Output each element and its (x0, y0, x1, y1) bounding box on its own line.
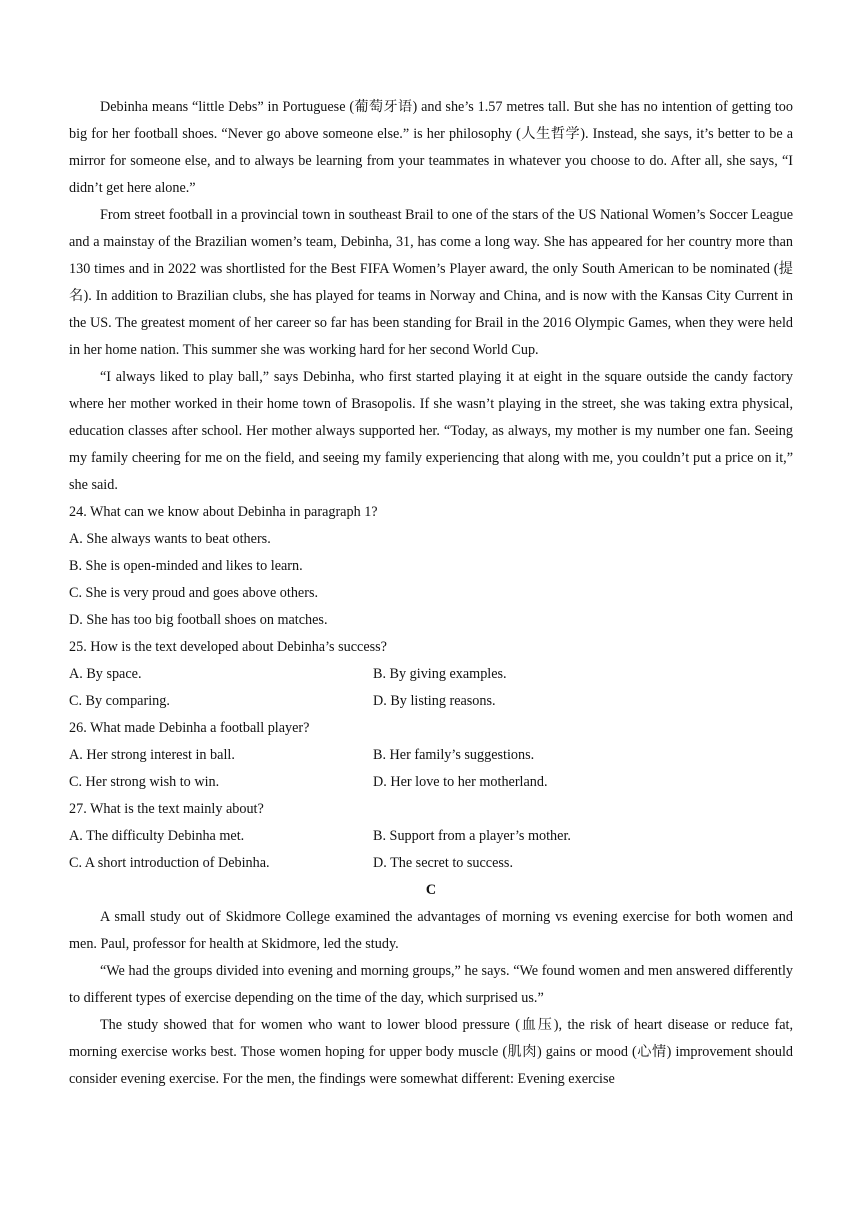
question-27-stem: 27. What is the text mainly about? (69, 801, 264, 817)
question-24 (69, 499, 793, 634)
passage-b-paragraph-3: “I always liked to play ball,” says Debinha, who first started playing it at eight in the square outside the candy factory where her mother worked in their home town of Brasopolis. If she wasn’t playing in the street, she was taking extra physical, education classes after school. Her mother always supported her. “Today, as always, my mother is my number one fan. Seeing my family cheering for me on the field, and seeing my family experiencing that along with me, you couldn’t put a price on it,” she said. (69, 369, 793, 493)
question-25 (69, 634, 793, 715)
question-26-option-a: A. Her strong interest in ball. (69, 747, 235, 763)
question-26-option-c: C. Her strong wish to win. (69, 774, 220, 790)
question-25-option-c: C. By comparing. (69, 693, 170, 709)
question-27-option-a: A. The difficulty Debinha met. (69, 828, 245, 844)
question-26-options-row-1 (69, 742, 793, 769)
question-27-options-row-2 (69, 850, 793, 877)
question-27-option-d: D. The secret to success. (373, 855, 513, 871)
question-24-option-c: C. She is very proud and goes above others. (69, 585, 319, 601)
passage-c-heading: C (425, 882, 437, 898)
question-27-options-row-1 (69, 823, 793, 850)
question-26-options-row-2 (69, 769, 793, 796)
question-25-stem: 25. How is the text developed about Debinha’s success? (69, 639, 387, 655)
passage-c-paragraph-1: A small study out of Skidmore College examined the advantages of morning vs evening exercise for both women and men. Paul, professor for health at Skidmore, led the study. (69, 909, 793, 952)
question-25-option-d: D. By listing reasons. (373, 693, 496, 709)
question-26-option-d: D. Her love to her motherland. (373, 774, 548, 790)
question-25-option-b: B. By giving examples. (373, 666, 507, 682)
question-26 (69, 715, 793, 796)
question-25-options-row-2 (69, 688, 793, 715)
question-25-option-a: A. By space. (69, 666, 142, 682)
question-27 (69, 796, 793, 877)
document-page (69, 94, 793, 1093)
question-27-option-b: B. Support from a player’s mother. (373, 828, 571, 844)
passage-b-paragraph-2: From street football in a provincial town in southeast Brail to one of the stars of the US National Women’s Soccer League and a mainstay of the Brazilian women’s team, Debinha, 31, has come a long way. She has appeared for her country more than 130 times and in 2022 was shortlisted for the Best FIFA Women’s Player award, the only South American to be nominated (提名). In addition to Brazilian clubs, she has played for teams in Norway and China, and is now with the Kansas City Current in the US. The greatest moment of her career so far has been standing for Brail in the 2016 Olympic Games, when they were held in her home nation. This summer she was working hard for her second World Cup. (69, 207, 793, 358)
question-26-stem: 26. What made Debinha a football player? (69, 720, 310, 736)
question-24-stem: 24. What can we know about Debinha in paragraph 1? (69, 504, 378, 520)
passage-b-paragraph-1: Debinha means “little Debs” in Portuguese (葡萄牙语) and she’s 1.57 metres tall. But she has no intention of getting too big for her football shoes. “Never go above someone else.” is her philosophy (人生哲学). Instead, she says, it’s better to be a mirror for someone else, and to always be learning from your teammates in whatever you choose to do. After all, she says, “I didn’t get here alone.” (69, 99, 793, 196)
question-25-options-row-1 (69, 661, 793, 688)
passage-c-paragraph-2: “We had the groups divided into evening and morning groups,” he says. “We found women and men answered differently to different types of exercise depending on the time of the day, which surprised us.” (69, 963, 793, 1006)
question-27-option-c: C. A short introduction of Debinha. (69, 855, 270, 871)
question-26-option-b: B. Her family’s suggestions. (373, 747, 535, 763)
question-24-option-a: A. She always wants to beat others. (69, 531, 271, 547)
question-24-option-b: B. She is open-minded and likes to learn. (69, 558, 303, 574)
passage-c-paragraph-3: The study showed that for women who want to lower blood pressure (血压), the risk of heart disease or reduce fat, morning exercise works best. Those women hoping for upper body muscle (肌肉) gains or mood (心情) improvement should consider evening exercise. For the men, the findings were somewhat different: Evening exercise (69, 1017, 793, 1087)
question-24-option-d: D. She has too big football shoes on matches. (69, 612, 328, 628)
